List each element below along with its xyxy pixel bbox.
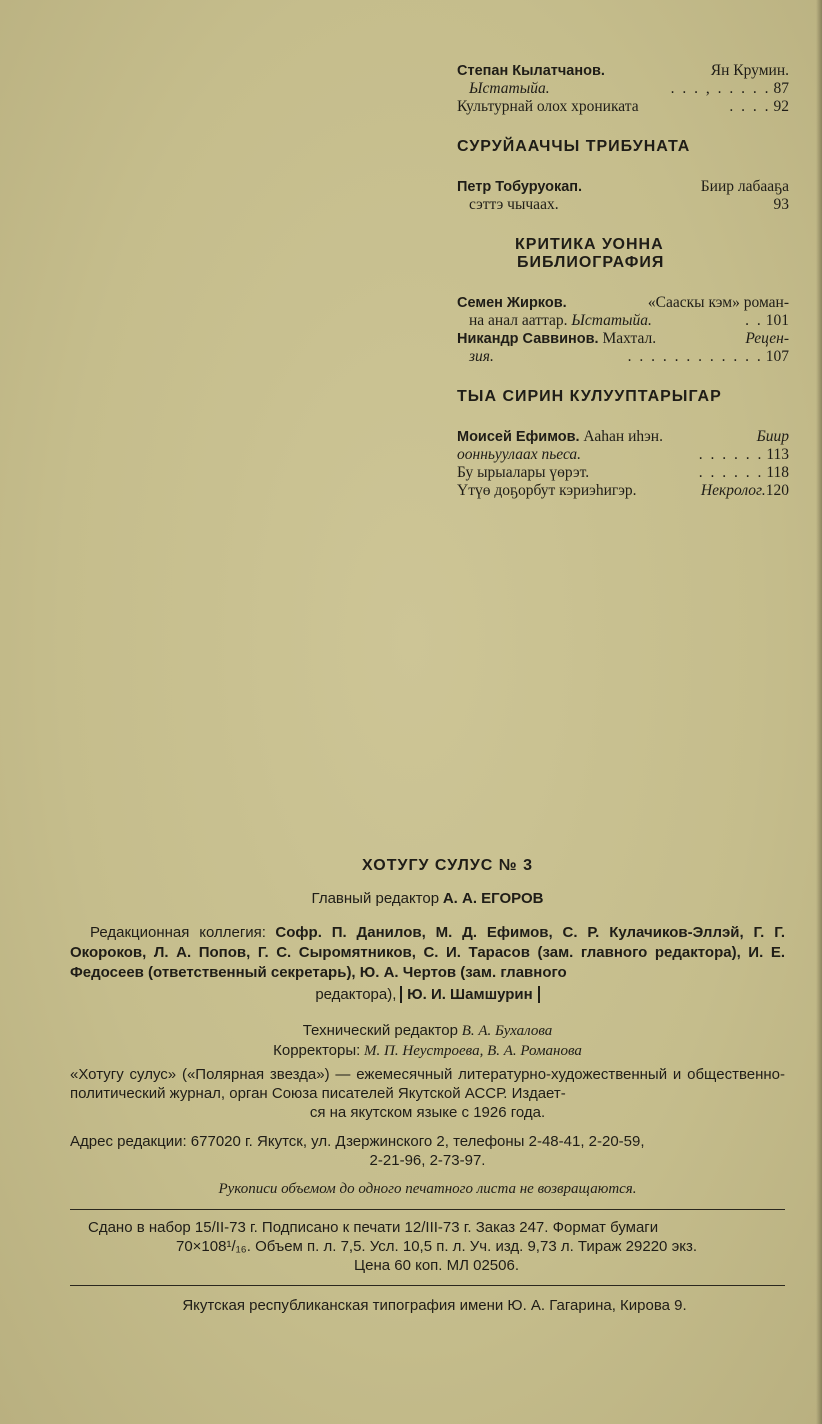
divider <box>70 1209 785 1210</box>
toc-genre: Рецен- <box>745 330 789 347</box>
toc-entry <box>457 464 789 482</box>
print-info <box>70 1218 785 1275</box>
toc-entry <box>457 294 789 330</box>
toc-dots: . . . , . . . . . <box>670 80 771 97</box>
toc-genre: Некролог. <box>700 482 766 499</box>
toc-dots: . . . . . . <box>698 446 764 463</box>
section-heading-cont: БИБЛИОГРАФИЯ <box>517 254 665 271</box>
toc-title-cont: сэттэ чычаах. <box>469 196 559 213</box>
toc-author: Никандр Саввинов. <box>457 331 599 347</box>
correctors-line <box>70 1041 785 1061</box>
toc-entry <box>457 178 789 214</box>
chief-editor-line <box>70 889 785 909</box>
section-heading: СУРУЙААЧЧЫ ТРИБУНАТА <box>457 138 691 155</box>
manuscripts-note: Рукописи объемом до одного печатного листа не возвращаются. <box>218 1181 637 1197</box>
journal-description: «Хотугу сулус» («Полярная звезда») — ежемесячный литературно-художественный и общественно-политический журнал, орган Союза писателей Якутской АССР. Издает- <box>70 1066 785 1102</box>
toc-dots: . . . . . . . . . . . . <box>627 348 763 365</box>
toc-page-number: 101 <box>765 312 789 329</box>
toc-title: Үтүө доҕорбут кэриэһигэр. <box>457 482 637 499</box>
table-of-contents <box>457 62 789 500</box>
chief-editor-name: А. А. ЕГОРОВ <box>442 890 544 907</box>
board-end-line <box>70 985 785 1005</box>
printer-line: Якутская республиканская типография имени Ю. А. Гагарина, Кирова 9. <box>182 1297 687 1314</box>
editorial-board <box>70 923 785 983</box>
correctors-names: М. П. Неустроева, В. А. Романова <box>364 1043 582 1059</box>
section-heading: ТЫА СИРИН КУЛУУПТАРЫГАР <box>457 388 722 405</box>
toc-author: Моисей Ефимов. <box>457 429 580 445</box>
section-heading: КРИТИКА УОННА <box>515 236 664 253</box>
toc-genre-cont: оонньуулаах пьеса. <box>457 446 582 463</box>
toc-entry <box>457 428 789 464</box>
toc-page-number: 87 <box>773 80 789 97</box>
print-line-2: 70×108¹/₁₆. Объем п. л. 7,5. Усл. 10,5 п. л. Уч. изд. 9,73 л. Тираж 29220 экз. <box>175 1238 697 1255</box>
toc-title: Ян Крумин. <box>710 62 789 79</box>
tech-editor-line <box>70 1021 785 1041</box>
toc-page-number: 93 <box>773 196 789 213</box>
tech-editor-name: В. А. Бухалова <box>461 1023 553 1039</box>
toc-genre: Ыстатыйа. <box>469 80 550 97</box>
toc-genre: Ыстатыйа. <box>571 312 652 329</box>
toc-page-number: 92 <box>773 98 789 115</box>
toc-title: Культурнай олох хрониката <box>457 98 639 115</box>
chief-editor-label: Главный редактор <box>311 890 440 907</box>
journal-description-end: ся на якутском языке с 1926 года. <box>309 1104 546 1121</box>
correctors-label: Корректоры: <box>273 1042 361 1059</box>
toc-page-number: 113 <box>766 446 789 463</box>
toc-title: Бу ырыалары үөрэт. <box>457 464 590 481</box>
toc-author: Семен Жирков. <box>457 295 567 311</box>
toc-title: Ааһан иһэн. <box>583 428 663 445</box>
print-line-1: Сдано в набор 15/II-73 г. Подписано к печати 12/III-73 г. Заказ 247. Формат бумаги <box>88 1219 659 1236</box>
toc-author: Петр Тобуруокап. <box>457 179 583 195</box>
toc-page-number: 120 <box>765 482 789 499</box>
toc-title-cont: на анал ааттар. <box>469 312 568 329</box>
toc-entry <box>457 482 789 500</box>
toc-title: «Сааскы кэм» роман- <box>647 294 789 311</box>
divider <box>70 1285 785 1286</box>
toc-entry <box>457 330 789 366</box>
print-line-3: Цена 60 коп. МЛ 02506. <box>354 1257 519 1274</box>
toc-genre: Биир <box>756 428 789 445</box>
toc-dots: . . . . <box>729 98 771 115</box>
toc-entry <box>457 98 789 116</box>
board-members: Софр. П. Данилов, М. Д. Ефимов, С. Р. Кулачиков-Эллэй, Г. Г. Окороков, Л. А. Попов, Г. С. Сыромятников, С. И. Тарасов (зам. главного редактора), И. Е. Федосеев (ответственный секретарь), Ю. А. Чертов (зам. главного <box>70 924 785 981</box>
imprint-block <box>70 856 785 1315</box>
toc-title: Биир лабааҕа <box>700 178 789 195</box>
toc-title: Махтал. <box>602 330 657 347</box>
address-phones: 2-21-96, 2-73-97. <box>369 1152 486 1169</box>
toc-dots: . . <box>745 312 763 329</box>
toc-page-number: 107 <box>765 348 789 365</box>
address-line: Адрес редакции: 677020 г. Якутск, ул. Дзержинского 2, телефоны 2-48-41, 2-20-59, <box>70 1133 645 1150</box>
board-end: редактора), <box>315 986 397 1003</box>
tech-editor-label: Технический редактор <box>302 1022 458 1039</box>
toc-genre-cont: зия. <box>469 348 494 365</box>
memorial-boxed-name: Ю. И. Шамшурин <box>400 986 540 1003</box>
toc-page-number: 118 <box>766 464 789 481</box>
page-edge-shadow <box>816 0 822 1424</box>
magazine-title: ХОТУГУ СУЛУС № 3 <box>362 857 533 874</box>
toc-dots: . . . . . . <box>698 464 764 481</box>
toc-author: Степан Кылатчанов. <box>457 63 605 79</box>
toc-entry <box>457 62 789 98</box>
board-label: Редакционная коллегия: <box>90 924 266 941</box>
